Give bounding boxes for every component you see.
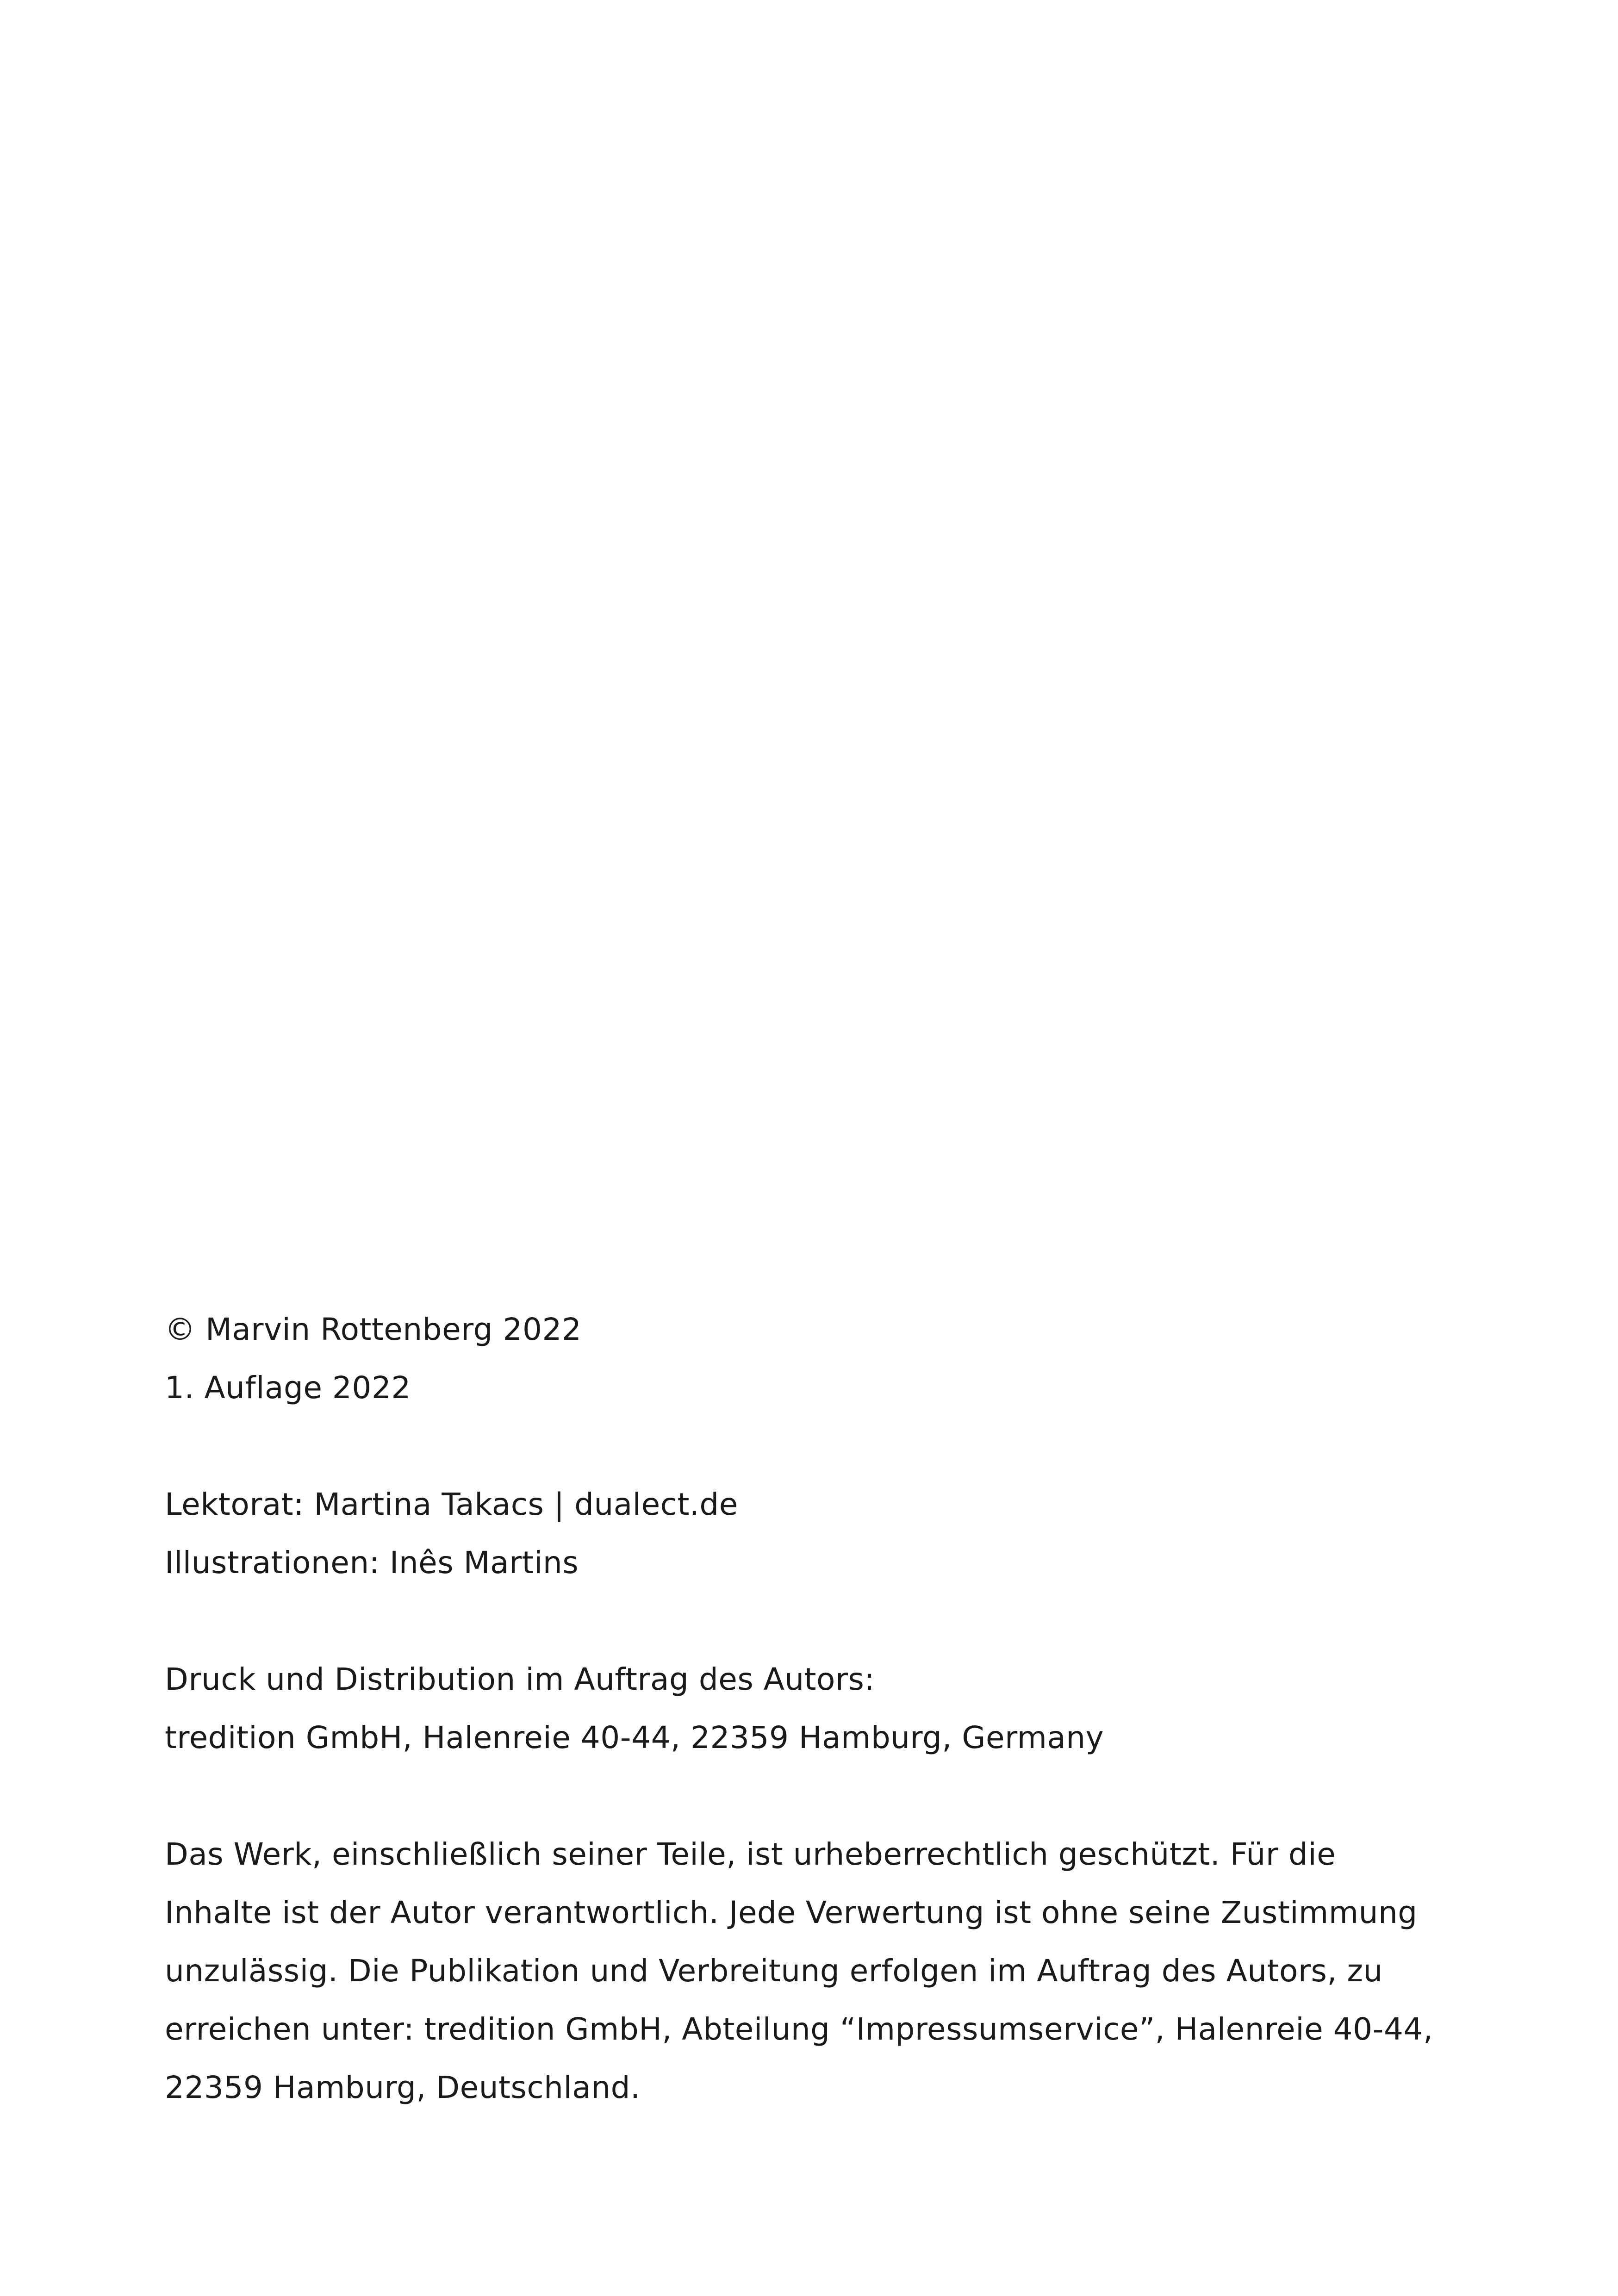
print-distribution-group [165, 1650, 1461, 1767]
legal-notice [165, 1825, 1461, 2117]
credits-group [165, 1475, 1461, 1592]
copyright-line: © Marvin Rottenberg 2022 [165, 1312, 582, 1347]
print-heading: Druck und Distribution im Auftrag des Autors: [165, 1661, 875, 1697]
illustration-credit: Illustrationen: Inês Martins [165, 1545, 579, 1580]
legal-line: 22359 Hamburg, Deutschland. [165, 2070, 641, 2105]
legal-line: Inhalte ist der Autor verantwortlich. Jede Verwertung ist ohne seine Zustimmung [165, 1895, 1418, 1930]
print-address: tredition GmbH, Halenreie 40-44, 22359 Hamburg, Germany [165, 1720, 1104, 1755]
edition-line: 1. Auflage 2022 [165, 1370, 411, 1406]
legal-line: unzulässig. Die Publikation und Verbreitung erfolgen im Auftrag des Autors, zu [165, 1953, 1383, 1989]
legal-line: Das Werk, einschließlich seiner Teile, ist urheberrechtlich geschützt. Für die [165, 1836, 1336, 1872]
legal-line: erreichen unter: tredition GmbH, Abteilung “Impressumservice”, Halenreie 40-44, [165, 2011, 1433, 2047]
editing-credit: Lektorat: Martina Takacs | dualect.de [165, 1487, 738, 1522]
copyright-group [165, 1300, 1461, 1417]
imprint-block [165, 1300, 1461, 2117]
